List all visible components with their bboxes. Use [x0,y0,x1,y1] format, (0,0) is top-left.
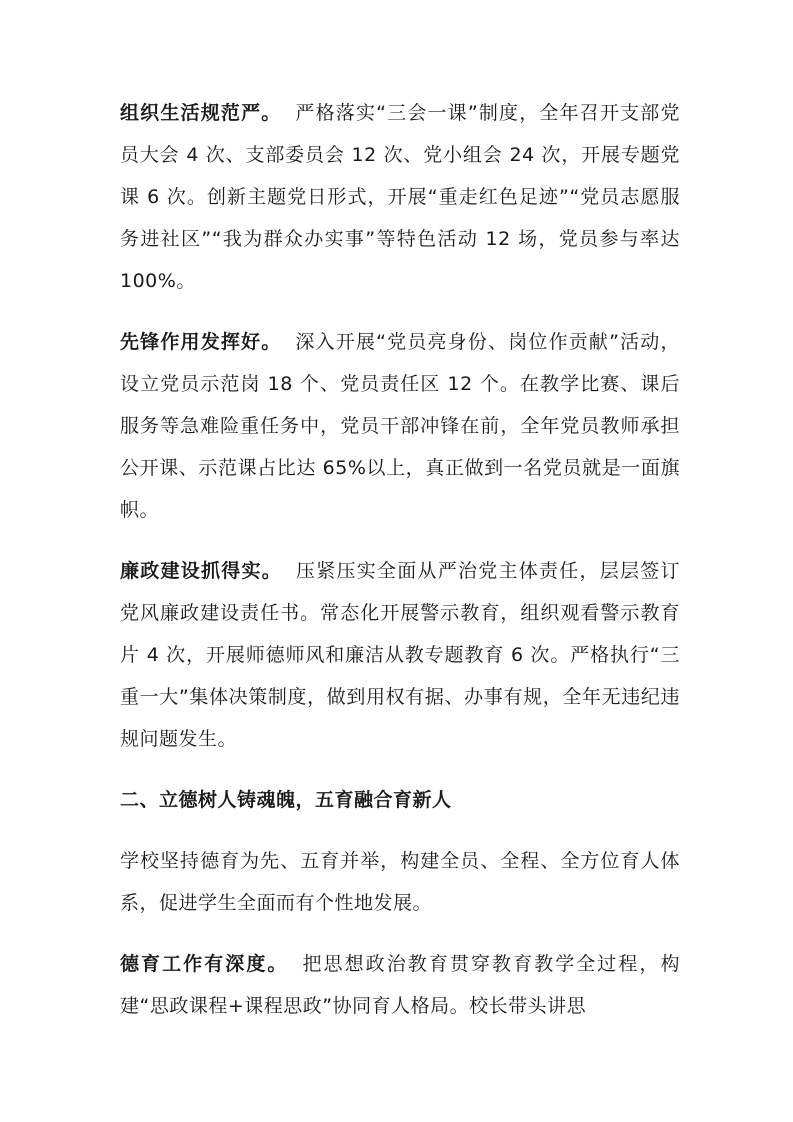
paragraph-lead: 德育工作有深度。 [120,953,289,975]
paragraph-body: 压紧压实全面从严治党主体责任，层层签订党风廉政建设责任书。常态化开展警示教育，组织观看警示教育片 4 次，开展师德师风和廉洁从教专题教育 6 次。严格执行“三重一大”集体决策制度，做到用权有据、办事有规，全年无违纪违规问题发生。 [120,560,680,750]
paragraph-moral-education [120,943,680,1027]
paragraph-body: 深入开展“党员亮身份、岗位作贡献”活动，设立党员示范岗 18 个、党员责任区 12 个。在教学比赛、课后服务等急难险重任务中，党员干部冲锋在前，全年党员教师承担公开课、示范课占比达 65%以上，真正做到一名党员就是一面旗帜。 [120,331,680,521]
paragraph-lead: 组织生活规范严。 [120,102,282,124]
paragraph-intro: 学校坚持德育为先、五育并举，构建全员、全程、全方位育人体系，促进学生全面而有个性地发展。 [120,850,680,914]
paragraph-lead: 廉政建设抓得实。 [120,560,282,582]
document-page [120,92,680,1046]
paragraph-body: 严格落实“三会一课”制度，全年召开支部党员大会 4 次、支部委员会 12 次、党小组会 24 次，开展专题党课 6 次。创新主题党日形式，开展“重走红色足迹”“党员志愿服务进社区”“我为群众办实事”等特色活动 12 场，党员参与率达 100%。 [120,102,680,292]
paragraph-organization-life [120,92,680,302]
paragraph-integrity-building [120,550,680,760]
paragraph-body: 把思想政治教育贯穿教育教学全过程，构建“思政课程+课程思政”协同育人格局。校长带头讲思 [120,953,680,1017]
paragraph-vanguard-role [120,321,680,531]
paragraph-lead: 先锋作用发挥好。 [120,331,282,353]
section-heading: 二、立德树人铸魂魄，五育融合育新人 [120,789,452,811]
